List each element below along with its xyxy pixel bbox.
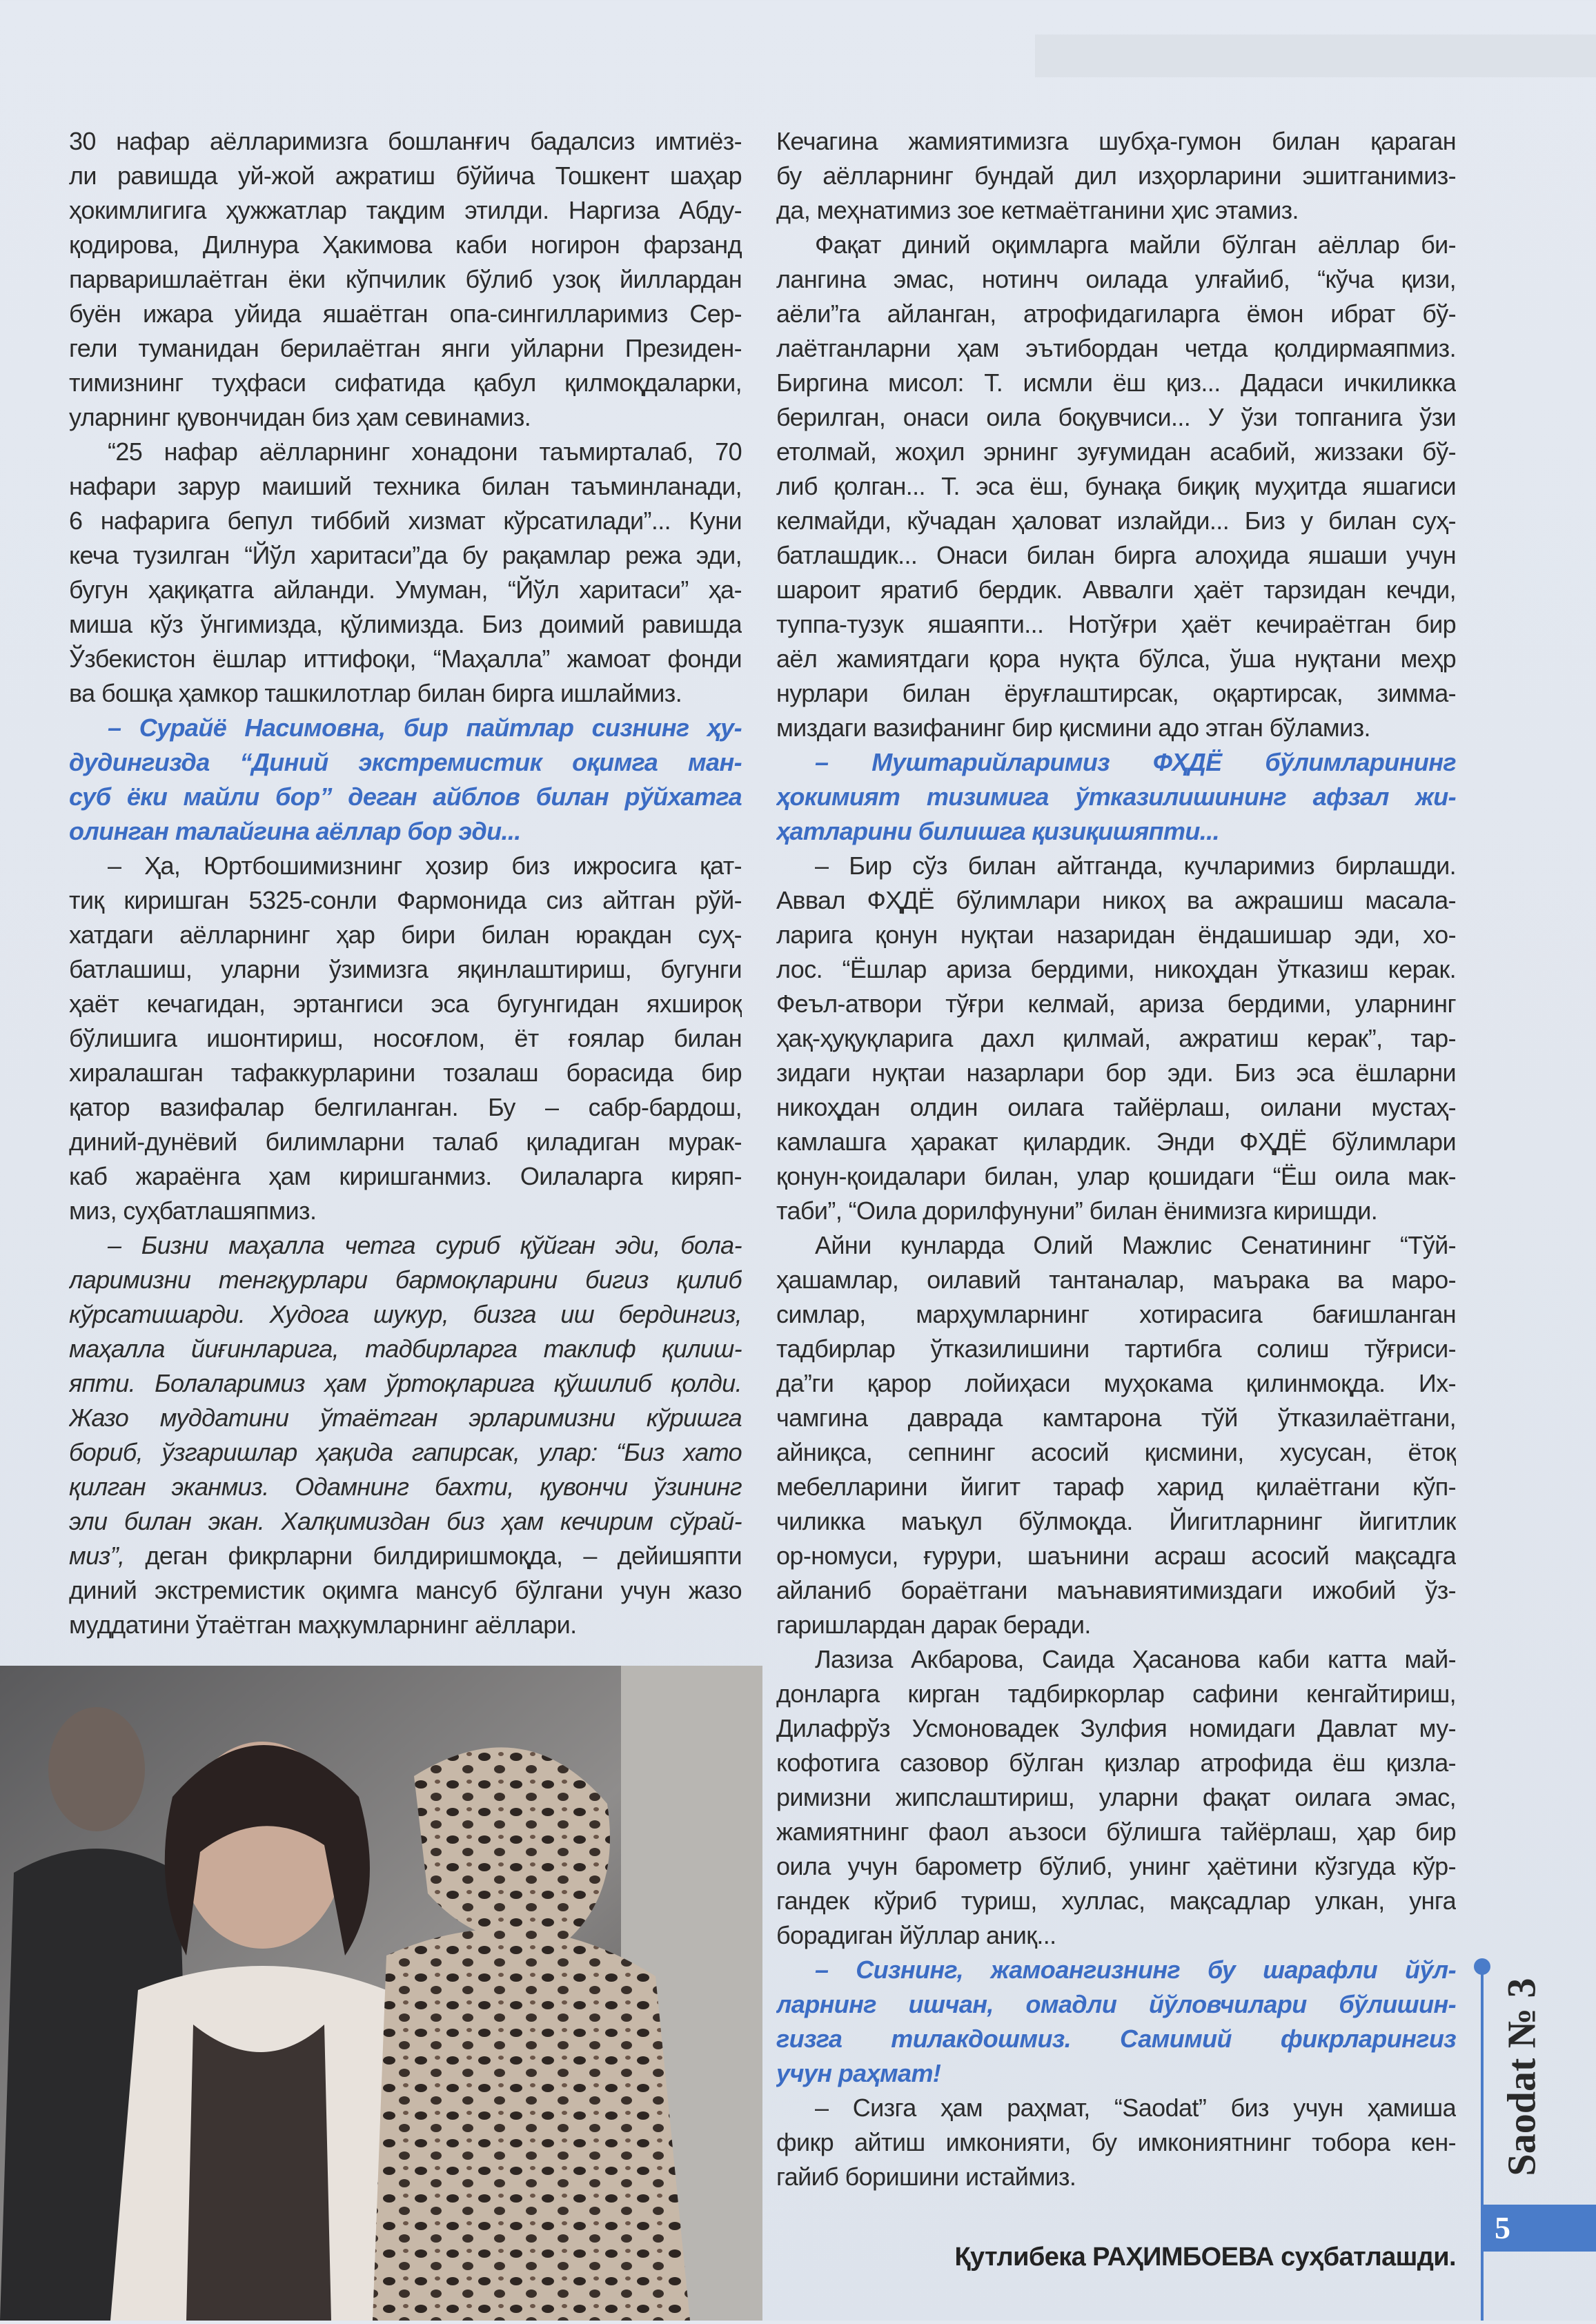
text-line: – Сизга ҳам раҳмат, “Saodat” биз учун ҳамиша — [815, 2094, 1456, 2122]
text-line — [69, 1608, 742, 1642]
author-credit: Қутлибека РАҲИМБОЕВА суҳбатлашди. — [954, 2243, 1456, 2272]
text-line: гизга тилакдошмиз. Самимий фикрларингиз — [776, 2025, 1456, 2053]
section-header-bar — [1035, 35, 1596, 77]
text-line: Фақат диний оқимларга майли бўлган аёллар би- — [815, 230, 1456, 259]
text-line: ор-номуси, ғурури, шаънини асраш асосий мақсадга — [776, 1542, 1456, 1570]
paragraph — [69, 435, 742, 711]
text-line: – Ҳа, Юртбошимизнинг ҳозир биз ижросига қат- — [108, 851, 742, 880]
article-photo — [0, 1666, 762, 2321]
text-line: оила учун барометр бўлиб, унинг ҳаётини кўзгуда кўр- — [776, 1852, 1456, 1880]
text-line: япти. Болаларимиз ҳам ўртоқларига қўшилиб қолди. — [69, 1369, 742, 1397]
text-line: каб жараёнга ҳам киришганмиз. Оилаларга киряп- — [69, 1162, 742, 1190]
text-line: қатор вазифалар белгиланган. Бу – сабр-бардош, — [69, 1093, 742, 1121]
paragraph — [776, 2091, 1456, 2194]
sidebar-rule — [1481, 1967, 1484, 2321]
text-line — [69, 1539, 742, 1573]
text-line: Ўзбекистон ёшлар иттифоқи, “Маҳалла” жамоат фонди — [69, 644, 742, 673]
text-line: бу аёлларнинг бундай дил изҳорларини эшитганимиз- — [776, 161, 1456, 190]
narration-part: диний экстремистик оқимга мансуб бўлгани учун жазо — [69, 1576, 742, 1604]
text-line: тимизнинг туҳфаси сифатида қабул қилмоқдаларки, — [69, 368, 742, 397]
paragraph — [776, 1228, 1456, 1642]
text-line: ҳаёт кечагидан, эртангиси эса бугунгидан яхшироқ — [69, 989, 742, 1018]
interviewer-question — [776, 745, 1456, 849]
text-line: қилган эканмиз. Одамнинг бахти, қувончи ўзининг — [69, 1473, 742, 1501]
text-line: нафари зарур маиший техника билан таъминланади, — [69, 472, 742, 500]
text-line: ларига қонун нуқтаи назаридан ёндашишар эди, хо- — [776, 920, 1456, 949]
text-line: Лазиза Акбарова, Саида Ҳасанова каби катта май- — [815, 1645, 1456, 1673]
text-line: кофотига сазовор бўлган қизлар атрофида ёш қизла- — [776, 1749, 1456, 1777]
text-line: никоҳдан олдин оилага тайёрлаш, оилани мустаҳ- — [776, 1093, 1456, 1121]
narration-part: деган фикрларни билдиришмоқда, – дейишяпти — [124, 1542, 742, 1570]
text-line: тадбирлар ўтказилишини тартибга солиш тўғриси- — [776, 1335, 1456, 1363]
text-line: лангина эмас, нотинч оилада улғайиб, “кўча қизи, — [776, 265, 1456, 293]
text-line — [69, 1573, 742, 1608]
text-line: либ қолган... Т. эса ёш, бунақа биқиқ муҳитда яшагиси — [776, 472, 1456, 500]
text-line: Айни кунларда Олий Мажлис Сенатининг “Тўй- — [815, 1231, 1456, 1259]
text-line: гандек кўриб туриш, хуллас, мақсадлар улкан, унга — [776, 1887, 1456, 1915]
text-line: ларимизни тенгқурлари бармоқларини бигиз қилиб — [69, 1266, 742, 1294]
text-line: хиралашган тафаккурларини тозалаш борасида бир — [69, 1058, 742, 1087]
text-line: да, меҳнатимиз зое кетмаётганини ҳис этамиз. — [776, 196, 1299, 224]
text-line: римизни жипслаштириш, уларни фақат оилага эмас, — [776, 1783, 1456, 1811]
text-line: ҳақ-ҳуқуқларига дахл қилмай, ажратиш керак”, тар- — [776, 1024, 1456, 1052]
text-line: миз, суҳбатлашяпмиз. — [69, 1197, 317, 1225]
text-line: Жазо муддатини ўтаётган эрларимизни кўришга — [69, 1404, 742, 1432]
text-line: бугун ҳақиқатга айланди. Умуман, “Йўл харитаси” ҳа- — [69, 575, 742, 604]
text-line: донларга кирган тадбиркорлар сафини кенгайтириш, — [776, 1680, 1456, 1708]
text-line: бўлишига ишонтириш, носоғлом, ёт ғоялар билан — [69, 1024, 742, 1052]
text-line: берилган, онаси оила боқувчиси... У ўзи топганига ўзи — [776, 403, 1456, 431]
text-line: борадиган йўллар аниқ... — [776, 1921, 1056, 1949]
text-line: ҳатларини билишга қизиқишяпти... — [776, 817, 1219, 845]
text-line: Дилафрўз Усмоновадек Зулфия номидаги Давлат му- — [776, 1714, 1456, 1742]
paragraph — [69, 849, 742, 1228]
text-line: кеча тузилган “Йўл харитаси”да бу рақамлар режа эди, — [69, 541, 742, 569]
text-line: ли равишда уй-жой ажратиш бўйича Тошкент шаҳар — [69, 161, 742, 190]
text-line: мебелларини йигит тараф харид қилаётгани кўп- — [776, 1473, 1456, 1501]
text-line: аёли”га айланган, атрофидагиларга ёмон ибрат бў- — [776, 299, 1456, 328]
text-line: парваришлаётган ёки кўпчилик бўлиб узоқ йиллардан — [69, 265, 742, 293]
text-line: лаётганларни ҳам эътибордан четда қолдирмаяпмиз. — [776, 334, 1456, 362]
text-line: маҳалла йиғинларига, тадбирларга таклиф қилиш- — [69, 1335, 742, 1363]
text-line: тиқ киришган 5325-сонли Фармонида сиз айтган рўй- — [69, 886, 742, 914]
paragraph — [776, 1642, 1456, 1953]
text-line: ларнинг ишчан, омадли йўловчилари бўлишин- — [776, 1990, 1456, 2018]
text-line: батлашдик... Онаси билан бирга алоҳида яшаши учун — [776, 541, 1456, 569]
text-line: – Бир сўз билан айтганда, кучларимиз бирлашди. — [815, 851, 1456, 880]
text-line: аёл жамиятдаги қора нуқта бўлса, ўша нуқтани меҳр — [776, 644, 1456, 673]
text-line: таби”, “Оила дорилфунуни” билан ёнимизга киришди. — [776, 1197, 1378, 1225]
text-line: гаришлардан дарак беради. — [776, 1611, 1091, 1639]
paragraph — [776, 849, 1456, 1228]
text-line: Кечагина жамиятимизга шубҳа-гумон билан қараган — [776, 127, 1456, 155]
text-line: фикр айтиш имконияти, бу имкониятнинг тобора кен- — [776, 2128, 1456, 2156]
text-line: 30 нафар аёлларимизга бошланғич бадалсиз имтиёз- — [69, 127, 742, 155]
text-line: ҳокимият тизимига ўтказилишининг афзал жи- — [776, 782, 1456, 811]
text-line: айниқса, сепнинг асосий қисмини, хусусан, ётоқ — [776, 1438, 1456, 1466]
text-line: қонун-қоидалари билан, улар қошидаги “Ёш оила мак- — [776, 1162, 1456, 1190]
paragraph — [69, 1228, 742, 1642]
text-line: “25 нафар аёлларнинг хонадони таъмирталаб, 70 — [108, 437, 742, 466]
text-line: миздаги вазифанинг бир қисмини адо этган бўламиз. — [776, 713, 1370, 742]
text-line: Феъл-атвори тўғри келмай, ариза бердими, уларнинг — [776, 989, 1456, 1018]
text-line: – Сизнинг, жамоангизнинг бу шарафли йўл- — [815, 1956, 1456, 1984]
text-line: батлашиш, уларни ўзимизга яқинлаштириш, бугунги — [69, 955, 742, 983]
text-line: суб ёки майли бор” деган айблов билан рўйхатга — [69, 782, 742, 811]
text-line: – Сурайё Насимовна, бир пайтлар сизнинг ҳу- — [108, 713, 742, 742]
text-line: олинган талайгина аёллар бор эди... — [69, 817, 521, 845]
paragraph — [69, 124, 742, 435]
text-line: да”ги қарор лойиҳаси муҳокама қилинмоқда. Их- — [776, 1369, 1456, 1397]
text-line: учун раҳмат! — [776, 2059, 941, 2087]
text-line: лос. “Ёшлар ариза бердими, никоҳдан ўтказиш керак. — [776, 955, 1456, 983]
paragraph — [776, 228, 1456, 745]
text-line: ва бошқа ҳамкор ташкилотлар билан бирга ишлаймиз. — [69, 679, 682, 707]
text-line: Аввал ФҲДЁ бўлимлари никоҳ ва ажрашиш масала- — [776, 886, 1456, 914]
text-line: дудингизда “Диний экстремистик оқимга ман- — [69, 748, 742, 776]
magazine-issue-label: Saodat № 3 — [1499, 1978, 1544, 2176]
text-line: камлашга ҳаракат қилардик. Энди ФҲДЁ бўлимлари — [776, 1127, 1456, 1156]
text-line: бориб, ўзгаришлар ҳақида гапирсак, улар: “Биз хато — [69, 1438, 742, 1466]
text-line: нурлари билан ёруғлаштирсак, оқартирсак, зимма- — [776, 679, 1456, 707]
paragraph — [776, 124, 1456, 228]
text-line: – Бизни маҳалла четга суриб қўйган эди, бола- — [108, 1231, 742, 1259]
text-line: 6 нафарига бепул тиббий хизмат кўрсатилади”... Куни — [69, 506, 742, 535]
text-line: ҳокимлигига ҳужжатлар тақдим этилди. Наргиза Абду- — [69, 196, 742, 224]
text-line: қодирова, Дилнура Ҳакимова каби ногирон фарзанд — [69, 230, 742, 259]
text-line: Биргина мисол: Т. исмли ёш қиз... Дадаси ичкиликка — [776, 368, 1456, 397]
text-line: эли билан экан. Халқимиздан биз ҳам кечирим сўрай- — [69, 1507, 742, 1535]
text-line: диний-дунёвий билимларни талаб қиладиган мурак- — [69, 1127, 742, 1156]
text-line: шароит яратиб бердик. Аввалги ҳаёт тарзидан кечди, — [776, 575, 1456, 604]
text-line: зидаги нуқтаи назарлари бор эди. Биз эса ёшларни — [776, 1058, 1456, 1087]
text-line: хатдаги аёлларнинг ҳар бири билан юракдан суҳ- — [69, 920, 742, 949]
text-line: гели туманидан берилаётган янги уйларни Президен- — [69, 334, 742, 362]
text-line: – Муштарийларимиз ФҲДЁ бўлимларининг — [815, 748, 1456, 776]
narration-part: муддатини ўтаётган маҳкумларнинг аёллари. — [69, 1611, 577, 1639]
text-line: жамиятнинг фаол аъзоси бўлишга тайёрлаш, ҳар бир — [776, 1818, 1456, 1846]
text-line: миша кўз ўнгимизда, қўлимизда. Биз доимий равишда — [69, 610, 742, 638]
photo-women-talking — [0, 1666, 762, 2321]
article-column-left — [69, 124, 742, 1642]
interviewer-question — [776, 1953, 1456, 2091]
text-line: симлар, марҳумларнинг хотирасига бағишланган — [776, 1300, 1456, 1328]
text-line: чамгина даврада камтарона тўй ўтказилаётгани, — [776, 1404, 1456, 1432]
text-line: буён ижара уйида яшаётган опа-сингилларимиз Сер- — [69, 299, 742, 328]
text-line: уларнинг қувончидан биз ҳам севинамиз. — [69, 403, 531, 431]
text-line: ҳашамлар, оилавий тантаналар, маърака ва маро- — [776, 1266, 1456, 1294]
text-line: гайиб боришини истаймиз. — [776, 2163, 1076, 2191]
text-line: туппа-тузук яшаяпти... Нотўғри ҳаёт кечираётган бир — [776, 610, 1456, 638]
text-line: етолмай, жоҳил эрнинг зуғумидан асабий, жиззаки бў- — [776, 437, 1456, 466]
text-line: кўрсатишарди. Худога шукур, бизга иш бердингиз, — [69, 1300, 742, 1328]
article-column-right — [776, 124, 1456, 2194]
interviewer-question — [69, 711, 742, 849]
page-number: 5 — [1482, 2205, 1596, 2252]
text-line: айланиб бораётгани маънавиятимиздаги ижобий ўз- — [776, 1576, 1456, 1604]
quote-italic-part: миз”, — [69, 1542, 125, 1570]
text-line: чиликка маъқул бўлмоқда. Йигитларнинг йигитлик — [776, 1507, 1456, 1535]
text-line: келмайди, кўчадан ҳаловат излайди... Биз у билан суҳ- — [776, 506, 1456, 535]
